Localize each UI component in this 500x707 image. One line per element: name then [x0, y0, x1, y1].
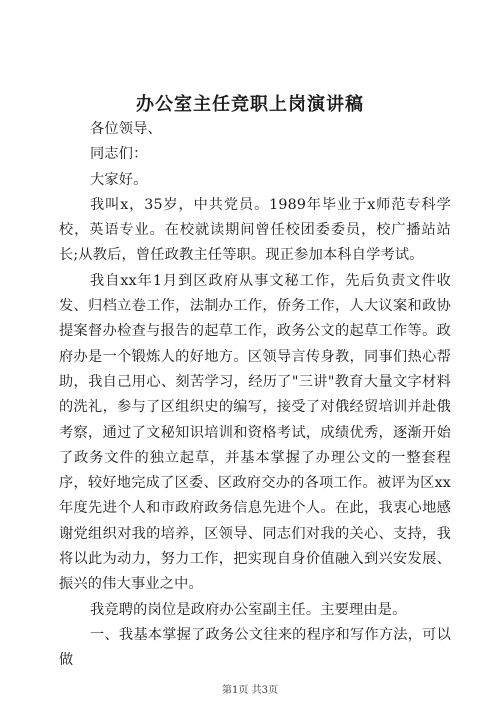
paragraph-salutation-comrades: 同志们：	[90, 146, 148, 163]
paragraph-work-experience: 我自xx年1月到区政府从事文秘工作，先后负责文件收发、归档立卷工作，法制办工作，侨务工作，人大议案和政协提案督办检查与报告的起草工作，政务公文的起草工作等。政府办是一个锻炼人的好地方。区领导言传身教，同事们热心帮助，我自己用心、刻苦学习，经历了"三讲"教育大量文字材料的洗礼，参与了区组织史的编写，接受了对俄经贸培训并赴俄考察，通过了文秘知识培训和资格考试，成绩优秀，逐渐开始了政务文件的独立起草，并基本掌握了办理公文的一整套程序，较好地完成了区委、区政府交办的各项工作。被评为区xx年度先进个人和市政府政务信息先进个人。在此，我衷心地感谢党组织对我的培养，区领导、同志们对我的关心、支持，我将以此为动力，努力工作，把实现自身价值融入到兴安发展、振兴的伟大事业之中。	[59, 272, 451, 593]
paragraph-self-introduction: 我叫x，35岁，中共党员。1989年毕业于x师范专科学校，英语专业。在校就读期间曾任校团委委员，校广播站站长;从教后，曾任政教主任等职。现正参加本科自学考试。	[59, 196, 451, 264]
paragraph-position-applied: 我竞聘的岗位是政府办公室副主任。主要理由是。	[90, 601, 407, 618]
document-body	[59, 117, 451, 674]
page-number-footer: 第1页 共3页	[222, 685, 278, 696]
document-title: 办公室主任竞职上岗演讲稿	[136, 94, 364, 115]
paragraph-salutation-leaders: 各位领导、	[90, 121, 162, 137]
paragraph-greeting: 大家好。	[90, 171, 148, 188]
paragraph-reason-one: 一、我基本掌握了政务公文往来的程序和写作方法，可以做	[59, 626, 451, 669]
